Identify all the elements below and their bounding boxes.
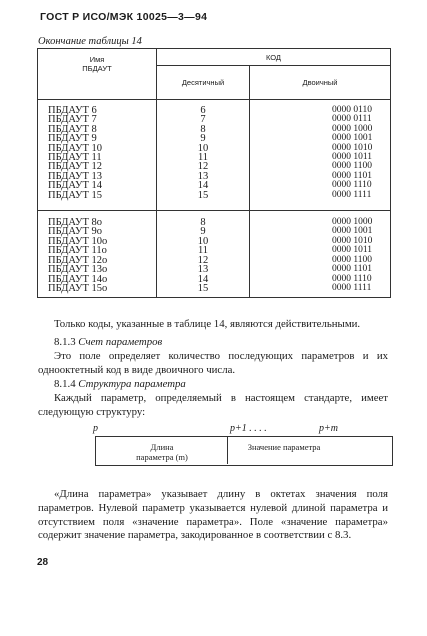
table-cell: ПБДАУТ 13о [48, 264, 108, 276]
table-cell: 14 [197, 180, 209, 192]
table-cell: 6 [200, 105, 206, 116]
table-cell: 0000 1110 [332, 180, 372, 191]
structure-divider [227, 436, 228, 464]
paragraph-length-description: «Длина параметра» указывает длину в октетах значения поля параметров. Нулевой параметр указывается нулевой длиной параметра и отсутствием поля «значение параметра». Поле «значение параметра» содержит значение параметра, закодированное в соответствии с 8.3. [38, 488, 388, 542]
section-8-1-4-heading: 8.1.4 Структура параметра [54, 378, 186, 390]
table-cell: 0000 1001 [332, 226, 373, 237]
table-cell: 14 [197, 273, 209, 285]
table-cell: 11 [197, 245, 209, 257]
table-cell: ПБДАУТ 7 [48, 114, 97, 126]
table-cell: ПБДАУТ 15о [48, 282, 108, 294]
binary-column [250, 211, 391, 298]
table-cell: 15 [197, 189, 209, 201]
table-cell: 0000 1100 [332, 161, 373, 172]
section-8-1-3-heading: 8.1.3 Счет параметров [54, 336, 163, 348]
page-number: 28 [37, 557, 49, 568]
table-cell: 10 [197, 142, 209, 154]
table-cell: 13 [197, 170, 209, 182]
table-cell: 0000 0111 [332, 114, 372, 125]
name-column [38, 211, 157, 298]
table-cell: ПБДАУТ 8 [48, 123, 97, 135]
table-cell: 0000 0110 [332, 105, 373, 115]
table-cell: 0000 1101 [332, 170, 373, 181]
column-header-name: Имя ПБДАУТ [38, 49, 157, 100]
table-cell: ПБДАУТ 9о [48, 226, 103, 238]
table-group [38, 211, 391, 298]
table-cell: 0000 1111 [332, 189, 372, 200]
table-caption: Окончание таблицы 14 [38, 36, 142, 47]
length-field: Длина параметра (m) [136, 442, 188, 462]
paragraph-valid-codes: Только коды, указанные в таблице 14, являются действительными. [54, 318, 361, 330]
table-cell: 8 [200, 217, 206, 229]
table-cell: 8 [200, 123, 206, 135]
table-cell: ПБДАУТ 9 [48, 133, 97, 145]
table-cell: ПБДАУТ 13 [48, 170, 103, 182]
paragraph-structure: Каждый параметр, определяемый в настоящем стандарте, имеет следующую структуру: [38, 392, 388, 418]
table-cell: ПБДАУТ 14 [48, 180, 103, 192]
label-p: p [93, 423, 98, 434]
label-p-plus-m: p+m [319, 423, 338, 434]
table-cell: 0000 1011 [332, 245, 373, 256]
table-cell: 13 [197, 264, 209, 276]
table-cell: 0000 1101 [332, 264, 373, 275]
table-cell: 0000 1100 [332, 254, 373, 265]
table-cell: 0000 1010 [332, 142, 373, 153]
table-cell: ПБДАУТ 10 [48, 142, 103, 154]
table-group [38, 100, 391, 211]
table-cell: 9 [200, 226, 206, 238]
table-cell: 10 [197, 235, 209, 247]
column-header-binary: Двоичный [250, 66, 391, 100]
table-cell: 7 [200, 114, 206, 126]
table-cell: ПБДАУТ 14о [48, 273, 108, 285]
name-column [38, 100, 157, 211]
table-cell: ПБДАУТ 12 [48, 161, 103, 173]
table-cell: ПБДАУТ 6 [48, 105, 97, 116]
table-cell: 11 [197, 152, 209, 164]
table-cell: 12 [197, 161, 209, 173]
table-cell: ПБДАУТ 12о [48, 254, 108, 266]
value-field: Значение параметра [247, 442, 321, 452]
table-cell: ПБДАУТ 8о [48, 217, 103, 229]
table-cell: 15 [197, 282, 209, 294]
table-cell: 0000 1000 [332, 123, 373, 134]
table-cell: 0000 1011 [332, 152, 373, 163]
table-cell: 0000 1000 [332, 217, 373, 228]
table-cell: ПБДАУТ 15 [48, 189, 103, 201]
table-cell: 0000 1110 [332, 273, 372, 284]
column-header-code: КОД [157, 49, 391, 66]
table-cell: 9 [200, 133, 206, 145]
table-cell: 0000 1010 [332, 235, 373, 246]
label-p-plus-1: p+1 . . . . [230, 423, 267, 434]
table-cell: 12 [197, 254, 209, 266]
table-cell: ПБДАУТ 11о [48, 245, 107, 257]
table-cell: ПБДАУТ 10о [48, 235, 108, 247]
decimal-column [157, 100, 250, 211]
parameter-structure-diagram [37, 420, 391, 490]
page-header: ГОСТ Р ИСО/МЭК 10025—3—94 [40, 11, 208, 23]
codes-table [37, 48, 391, 298]
table-cell: ПБДАУТ 11 [48, 152, 102, 164]
paragraph-count: Это поле определяет количество последующих параметров и их однооктетный код в виде двоичного числа. [38, 350, 388, 376]
table-cell: 0000 1111 [332, 282, 372, 293]
binary-column [250, 100, 391, 211]
decimal-column [157, 211, 250, 298]
column-header-decimal: Десятичный [157, 66, 250, 100]
table-cell: 0000 1001 [332, 133, 373, 144]
